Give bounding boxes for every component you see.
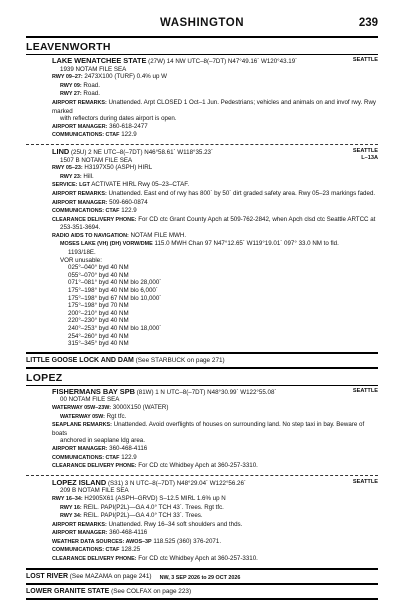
runway-value: H2905X61 (ASPH–GRVD) S–12.5 MIRL 1.6% up N bbox=[84, 494, 226, 502]
manager-phone: 509-660-0874 bbox=[109, 198, 148, 206]
crossref-name: LOST RIVER bbox=[26, 572, 69, 580]
clearance-value: For CD ctc Whidbey Apch at 360-257-3310. bbox=[138, 462, 258, 470]
manager-phone: 360-468-4116 bbox=[109, 444, 148, 452]
radio-aids-label: RADIO AIDS TO NAVIGATION: bbox=[52, 232, 129, 239]
runway-label: RWY 05–23: bbox=[52, 165, 83, 172]
crossref-name: LITTLE GOOSE LOCK AND DAM bbox=[26, 356, 134, 364]
airport-name: FISHERMANS BAY SPB bbox=[52, 386, 135, 396]
seaplane-remarks-label: SEAPLANE REMARKS: bbox=[52, 422, 112, 429]
vor-restrictions bbox=[26, 264, 378, 348]
runway-end-value: Road. bbox=[83, 90, 100, 98]
runway-label: RWY 09–27: bbox=[52, 74, 83, 81]
vor-label: MOSES LAKE (VH) (DH) VORW/DME bbox=[60, 241, 153, 248]
manager-label: AIRPORT MANAGER: bbox=[52, 530, 108, 537]
clearance-label: CLEARANCE DELIVERY PHONE: bbox=[52, 463, 137, 470]
remarks-value: Unattended. East end of rwy has 800´ by 50´ dirt graded safety area. Rwy 05–23 markings faded. bbox=[108, 189, 376, 197]
divider bbox=[26, 598, 378, 600]
radio-aids-value: NOTAM FILE MWH. bbox=[130, 231, 187, 239]
airport-name: LAKE WENATCHEE STATE bbox=[52, 56, 147, 65]
comm-label: COMMUNICATIONS: CTAF bbox=[52, 454, 120, 461]
crossref-target: (See COLFAX on page 223) bbox=[111, 587, 192, 595]
service-sub-label: LGT bbox=[79, 182, 90, 189]
page-header bbox=[26, 14, 378, 38]
manager-label: AIRPORT MANAGER: bbox=[52, 199, 108, 206]
weather-value: 118.525 (360) 376-2071. bbox=[153, 537, 222, 545]
airport-lake-wenatchee bbox=[26, 55, 378, 140]
remarks-label: AIRPORT REMARKS: bbox=[52, 190, 107, 197]
crossref-little-goose bbox=[26, 354, 378, 367]
airport-location: (27W) 14 NW UTC–8(–7DT) N47°49.16´ W120°43.19´ bbox=[148, 58, 298, 65]
crossref-target: (See MAZAMA on page 241) bbox=[69, 572, 152, 580]
comm-value: 128.25 bbox=[121, 546, 141, 554]
restriction-item: 200°–210° byd 40 NM bbox=[68, 309, 129, 317]
runway-end-value: REIL. PAPI(P2L)—GA 4.0° TCH 33´. Trees. bbox=[83, 512, 203, 520]
city-heading-leavenworth: LEAVENWORTH bbox=[26, 41, 111, 53]
comm-label: COMMUNICATIONS: CTAF bbox=[52, 208, 120, 215]
comm-label: COMMUNICATIONS: CTAF bbox=[52, 132, 120, 139]
manager-label: AIRPORT MANAGER: bbox=[52, 123, 108, 130]
chart-panel: L–13A bbox=[361, 154, 378, 161]
airport-location: (S31) 3 N UTC–8(–7DT) N48°29.04´ W122°56.26´ bbox=[107, 479, 246, 487]
chart-name: SEATTLE bbox=[352, 147, 378, 154]
runway-value: 2473X100 (TURF) 0.4% up W bbox=[84, 73, 167, 81]
state-title: WASHINGTON bbox=[159, 17, 244, 29]
runway-end-label: RWY 23: bbox=[60, 173, 82, 180]
divider bbox=[26, 475, 378, 476]
airport-elev: 209 B NOTAM FILE SEA bbox=[60, 487, 129, 495]
remarks-value: Unattended. Rwy 16–34 soft shoulders and thds. bbox=[108, 520, 243, 528]
remarks-value: Unattended. Arpt CLOSED 1 Oct–1 Jun. Pedestrians; vehicles and animals on and invof rwy. Rwy marked bbox=[52, 98, 377, 115]
clearance-label: CLEARANCE DELIVERY PHONE: bbox=[52, 556, 137, 563]
manager-phone: 360-618-2477 bbox=[109, 122, 148, 130]
vor-value: 115.0 MWH Chan 97 N47°12.65´ W119°19.01´ 097° 33.0 NM to fld. bbox=[154, 240, 339, 248]
runway-end-label: RWY 09: bbox=[60, 82, 82, 89]
restriction-item: 315°–345° byd 40 NM bbox=[68, 340, 129, 348]
comm-value: 122.9 bbox=[121, 131, 137, 139]
city-heading-lopez: LOPEZ bbox=[26, 371, 63, 384]
seaplane-remarks-value: Unattended. Avoid overflights of houses on surrounding land. No step taxi in bay. Beware of boats bbox=[52, 421, 365, 437]
comm-label: COMMUNICATIONS: CTAF bbox=[52, 547, 120, 554]
restriction-item: 240°–253° byd 40 NM blo 18,000´ bbox=[68, 325, 162, 332]
crossref-lower-granite bbox=[26, 585, 378, 598]
airport-lopez-island bbox=[26, 479, 378, 564]
runway-end-value: Hill. bbox=[83, 172, 94, 180]
waterway-value: 3000X150 (WATER) bbox=[112, 403, 169, 411]
waterway-label: WATERWAY 05W–23W: bbox=[52, 404, 112, 411]
remarks-value-cont: with reflectors during dates airport is open. bbox=[60, 115, 177, 123]
airport-elev: 1507 B NOTAM FILE SEA bbox=[60, 156, 133, 164]
waterway-end-value: Rgt tfc. bbox=[106, 412, 127, 420]
clearance-label: CLEARANCE DELIVERY PHONE: bbox=[52, 216, 137, 223]
waterway-end-label: WATERWAY 05W: bbox=[60, 413, 105, 420]
vor-unusable-label: VOR unusable: bbox=[60, 256, 102, 264]
clearance-value: For CD ctc Grant County Apch at 509-762-2842, when Apch clsd ctc Seattle ARTCC at bbox=[138, 215, 376, 223]
restriction-item: 220°–230° byd 40 NM bbox=[68, 317, 129, 325]
runway-end-label: RWY 16: bbox=[60, 504, 82, 511]
service-label: SERVICE: bbox=[52, 182, 78, 189]
restriction-item: 025°–040° byd 40 NM bbox=[68, 264, 129, 272]
runway-value: H3197X50 (ASPH) HIRL bbox=[84, 164, 153, 172]
airport-name: LOPEZ ISLAND bbox=[52, 477, 107, 487]
chart-label bbox=[353, 148, 378, 162]
airport-elev: 00 NOTAM FILE SEA bbox=[60, 396, 120, 404]
airport-location: (81W) 1 N UTC–8(–7DT) N48°30.99´ W122°55.08´ bbox=[136, 388, 277, 396]
restriction-item: 254°–260° byd 40 NM bbox=[68, 332, 129, 340]
crossref-name: LOWER GRANITE STATE bbox=[26, 587, 110, 595]
chart-label: SEATTLE bbox=[352, 57, 378, 63]
runway-end-label: RWY 27: bbox=[60, 91, 82, 98]
restriction-item: 071°–081° byd 40 NM blo 28,000´ bbox=[68, 279, 162, 287]
runway-label: RWY 16–34: bbox=[52, 495, 83, 502]
manager-label: AIRPORT MANAGER: bbox=[52, 445, 108, 452]
restriction-item: 175°–198° byd 67 NM blo 10,000´ bbox=[68, 294, 162, 302]
service-value: ACTIVATE HIRL Rwy 05–23–CTAF. bbox=[91, 181, 190, 189]
page-footer: NW, 3 SEP 2026 to 29 OCT 2026 bbox=[159, 575, 241, 581]
airport-lind bbox=[26, 148, 378, 348]
restriction-item: 175°–198° byd 40 NM blo 6,000´ bbox=[68, 287, 158, 295]
crossref-target: (See STARBUCK on page 271) bbox=[135, 356, 225, 364]
airport-location: (25U) 2 NE UTC–8(–7DT) N46°58.61´ W118°35.23´ bbox=[70, 148, 214, 156]
seaplane-remarks-cont: anchored in seaplane ldg area. bbox=[60, 437, 145, 445]
restriction-item: 175°–198° byd 70 NM bbox=[68, 302, 129, 310]
remarks-label: AIRPORT REMARKS: bbox=[52, 99, 107, 106]
comm-value: 122.9 bbox=[121, 453, 137, 461]
airport-name: LIND bbox=[52, 146, 70, 156]
restriction-item: 055°–070° byd 40 NM bbox=[68, 271, 129, 279]
runway-end-value: Road. bbox=[83, 81, 100, 89]
chart-label: SEATTLE bbox=[352, 478, 378, 485]
remarks-label: AIRPORT REMARKS: bbox=[52, 521, 107, 528]
airport-fishermans-bay bbox=[26, 386, 378, 471]
comm-value: 122.9 bbox=[121, 207, 137, 215]
clearance-value: For CD ctc Whidbey Apch at 360-257-3310. bbox=[138, 555, 258, 563]
weather-label: WEATHER DATA SOURCES: AWOS–3P bbox=[52, 538, 152, 545]
manager-phone: 360-468-4116 bbox=[109, 529, 148, 537]
clearance-value-cont: 253-351-3694. bbox=[60, 224, 101, 232]
runway-end-label: RWY 34: bbox=[60, 513, 82, 520]
divider bbox=[26, 144, 378, 145]
vor-value-cont: 1193/18E. bbox=[68, 249, 96, 257]
airport-elev: 1939 NOTAM FILE SEA bbox=[60, 65, 127, 73]
directory-page bbox=[26, 14, 378, 600]
chart-label: SEATTLE bbox=[352, 387, 378, 394]
page-number: 239 bbox=[358, 17, 378, 29]
runway-end-value: REIL. PAPI(P2L)—GA 4.0° TCH 43´. Trees. Rgt tfc. bbox=[83, 503, 224, 511]
